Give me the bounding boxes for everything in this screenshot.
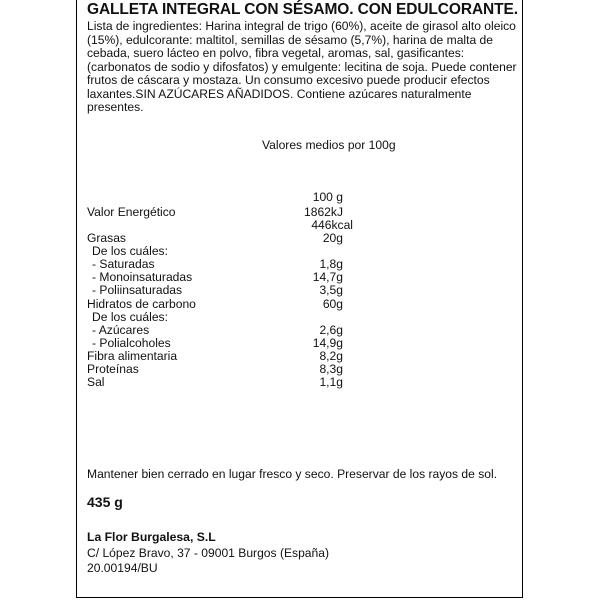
nutrient-value-monounsaturated: 14,7g bbox=[312, 270, 343, 284]
nutrient-label-fat: Grasas bbox=[87, 231, 126, 245]
nutrient-value-fibre: 8,2g bbox=[319, 349, 343, 363]
energy-kj-value: 1862kJ bbox=[304, 205, 343, 219]
nutrient-value-carbohydrates: 60g bbox=[322, 297, 343, 311]
nutrient-label-of-which: De los cuáles: bbox=[92, 244, 168, 258]
nutrient-label-protein: Proteínas bbox=[87, 362, 139, 376]
nutrient-value-saturated: 1,8g bbox=[319, 257, 343, 271]
net-weight: 435 g bbox=[87, 494, 123, 510]
energy-label: Valor Energético bbox=[87, 205, 176, 219]
product-title: GALLETA INTEGRAL CON SÉSAMO. CON EDULCORANTE. bbox=[87, 1, 518, 18]
nutrient-label-polyols: - Polialcoholes bbox=[92, 336, 171, 350]
nutrient-label-of-which-2: De los cuáles: bbox=[92, 310, 168, 324]
nutrition-heading: Valores medios por 100g bbox=[262, 138, 396, 152]
nutrient-value-fat: 20g bbox=[322, 231, 343, 245]
company-name: La Flor Burgalesa, S.L bbox=[87, 530, 216, 544]
nutrient-label-saturated: - Saturadas bbox=[92, 257, 155, 271]
energy-kcal-value: 446kcal bbox=[311, 218, 353, 232]
nutrient-value-salt: 1,1g bbox=[319, 375, 343, 389]
nutrient-label-monounsaturated: - Monoinsaturadas bbox=[92, 270, 193, 284]
storage-instructions: Mantener bien cerrado en lugar fresco y seco. Preservar de los rayos de sol. bbox=[87, 467, 498, 481]
nutrient-label-carbohydrates: Hidratos de carbono bbox=[87, 297, 196, 311]
nutrient-value-polyols: 14,9g bbox=[312, 336, 343, 350]
nutrient-label-polyunsaturated: - Poliinsaturadas bbox=[92, 283, 183, 297]
nutrient-value-polyunsaturated: 3,5g bbox=[319, 283, 343, 297]
company-address: C/ López Bravo, 37 - 09001 Burgos (España) bbox=[87, 546, 330, 560]
per-100g-header: 100 g bbox=[312, 190, 343, 204]
registry-number: 20.00194/BU bbox=[87, 561, 158, 575]
ingredients-list: Lista de ingredientes: Harina integral de trigo (60%), aceite de girasol alto oleico (15%), edulcorante: maltitol, semillas de sésamo (5,7%), harina de malta de cebada, suero lácteo en polvo, fibra vegetal, aromas, sal, gasificantes: (carbonatos de sodio y difosfatos) y emulgente: lecitina de soja. Puede contener frutos de cáscara y mostaza. Un consumo excesivo puede producir efectos laxantes.SIN AZÚCARES AÑADIDOS. Contiene azúcares naturalmente presentes. bbox=[87, 19, 517, 114]
nutrient-value-sugars: 2,6g bbox=[319, 323, 343, 337]
nutrient-value-protein: 8,3g bbox=[319, 362, 343, 376]
nutrient-label-salt: Sal bbox=[87, 375, 105, 389]
nutrient-label-sugars: - Azúcares bbox=[92, 323, 150, 337]
nutrient-label-fibre: Fibra alimentaria bbox=[87, 349, 178, 363]
